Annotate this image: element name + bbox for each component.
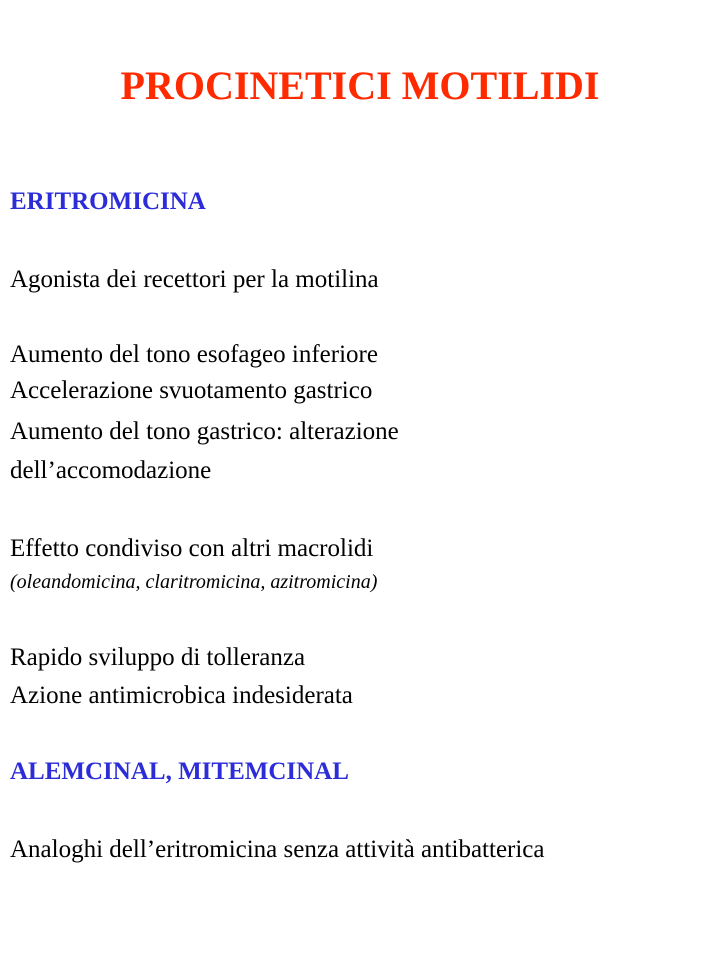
analoghi-description: Analoghi dell’eritromicina senza attività antibatterica bbox=[10, 836, 545, 863]
drawback-line: Azione antimicrobica indesiderata bbox=[10, 682, 353, 709]
effect-line: Aumento del tono esofageo inferiore bbox=[10, 341, 378, 368]
macrolide-examples: (oleandomicina, claritromicina, azitromicina) bbox=[10, 571, 378, 593]
mechanism-text: Agonista dei recettori per la motilina bbox=[10, 266, 379, 293]
effect-line: Aumento del tono gastrico: alterazione bbox=[10, 418, 399, 445]
drawback-line: Rapido sviluppo di tolleranza bbox=[10, 644, 306, 671]
section-heading-analoghi: ALEMCINAL, MITEMCINAL bbox=[10, 758, 349, 785]
section-heading-eritromicina: ERITROMICINA bbox=[10, 188, 206, 215]
shared-effect-text: Effetto condiviso con altri macrolidi bbox=[10, 535, 374, 562]
effect-line: dell’accomodazione bbox=[10, 457, 212, 484]
page-title: PROCINETICI MOTILIDI bbox=[120, 63, 600, 108]
effect-line: Accelerazione svuotamento gastrico bbox=[10, 377, 373, 404]
